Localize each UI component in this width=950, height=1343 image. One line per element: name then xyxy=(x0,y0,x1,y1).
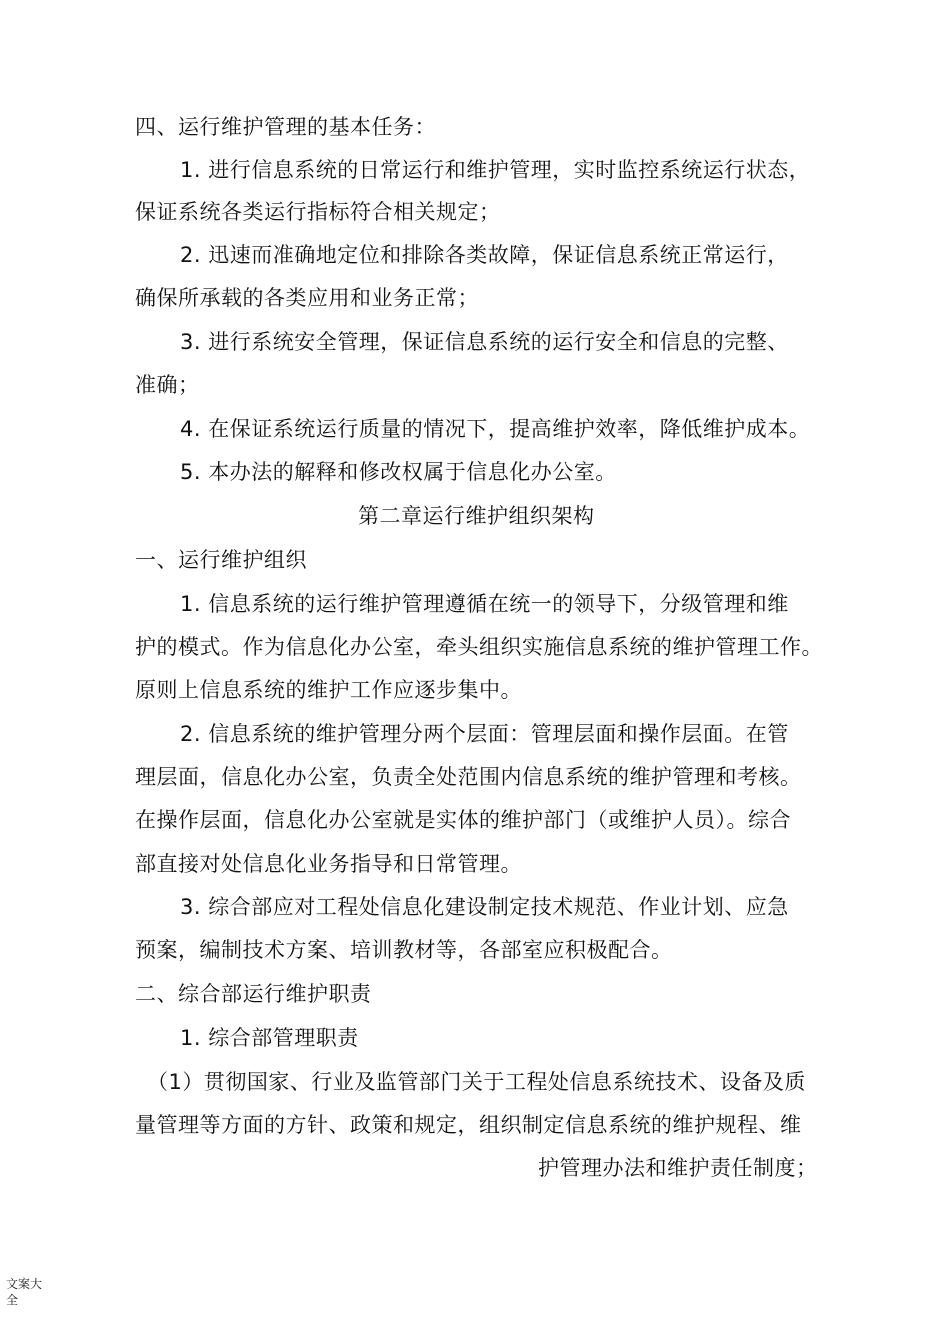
section-heading: 一、运行维护组织 xyxy=(135,548,307,572)
list-item-4: 4. 在保证系统运行质量的情况下，提高维护效率，降低维护成本。 xyxy=(180,417,811,441)
paragraph-3-line-2: 预案，编制技术方案、培训教材等，各部室应积极配合。 xyxy=(135,938,673,962)
subsection-heading: 1. 综合部管理职责 xyxy=(180,1026,359,1050)
paragraph-1-line-3: 原则上信息系统的维护工作应逐步集中。 xyxy=(135,678,522,702)
paragraph-2-line-2: 理层面，信息化办公室，负责全处范围内信息系统的维护管理和考核。 xyxy=(135,765,802,789)
paragraph-1-line-1: 1. 信息系统的运行维护管理遵循在统一的领导下，分级管理和维 xyxy=(180,592,789,616)
paragraph-2-line-3: 在操作层面，信息化办公室就是实体的维护部门（或维护人员）。综合 xyxy=(135,808,791,832)
list-item-3-line-1: 3. 进行系统安全管理，保证信息系统的运行安全和信息的完整、 xyxy=(180,330,789,354)
duty-item-line-3: 护管理办法和维护责任制度； xyxy=(538,1156,818,1180)
duty-item-line-1: （1）贯彻国家、行业及监管部门关于工程处信息系统技术、设备及质 xyxy=(147,1070,806,1094)
paragraph-1-line-2: 护的模式。作为信息化办公室，牵头组织实施信息系统的维护管理工作。 xyxy=(135,635,823,659)
list-item-1-line-2: 保证系统各类运行指标符合相关规定； xyxy=(135,200,501,224)
list-item-2-line-2: 确保所承载的各类应用和业务正常； xyxy=(135,286,479,310)
section-heading: 四、运行维护管理的基本任务： xyxy=(135,115,436,139)
list-item-5: 5. 本办法的解释和修改权属于信息化办公室。 xyxy=(180,460,617,484)
duty-item-line-2: 量管理等方面的方针、政策和规定，组织制定信息系统的维护规程、维 xyxy=(135,1113,802,1137)
chapter-title: 第二章运行维护组织架构 xyxy=(358,504,595,528)
paragraph-2-line-4: 部直接对处信息化业务指导和日常管理。 xyxy=(135,852,522,876)
list-item-3-line-2: 准确； xyxy=(135,373,200,397)
list-item-1-line-1: 1. 进行信息系统的日常运行和维护管理，实时监控系统运行状态， xyxy=(180,158,811,182)
section-heading: 二、综合部运行维护职责 xyxy=(135,982,372,1006)
list-item-2-line-1: 2. 迅速而准确地定位和排除各类故障，保证信息系统正常运行， xyxy=(180,243,789,267)
footer-watermark: 文案大全 xyxy=(6,1277,43,1307)
paragraph-2-line-1: 2. 信息系统的维护管理分两个层面：管理层面和操作层面。在管 xyxy=(180,722,789,746)
paragraph-3-line-1: 3. 综合部应对工程处信息化建设制定技术规范、作业计划、应急 xyxy=(180,895,789,919)
